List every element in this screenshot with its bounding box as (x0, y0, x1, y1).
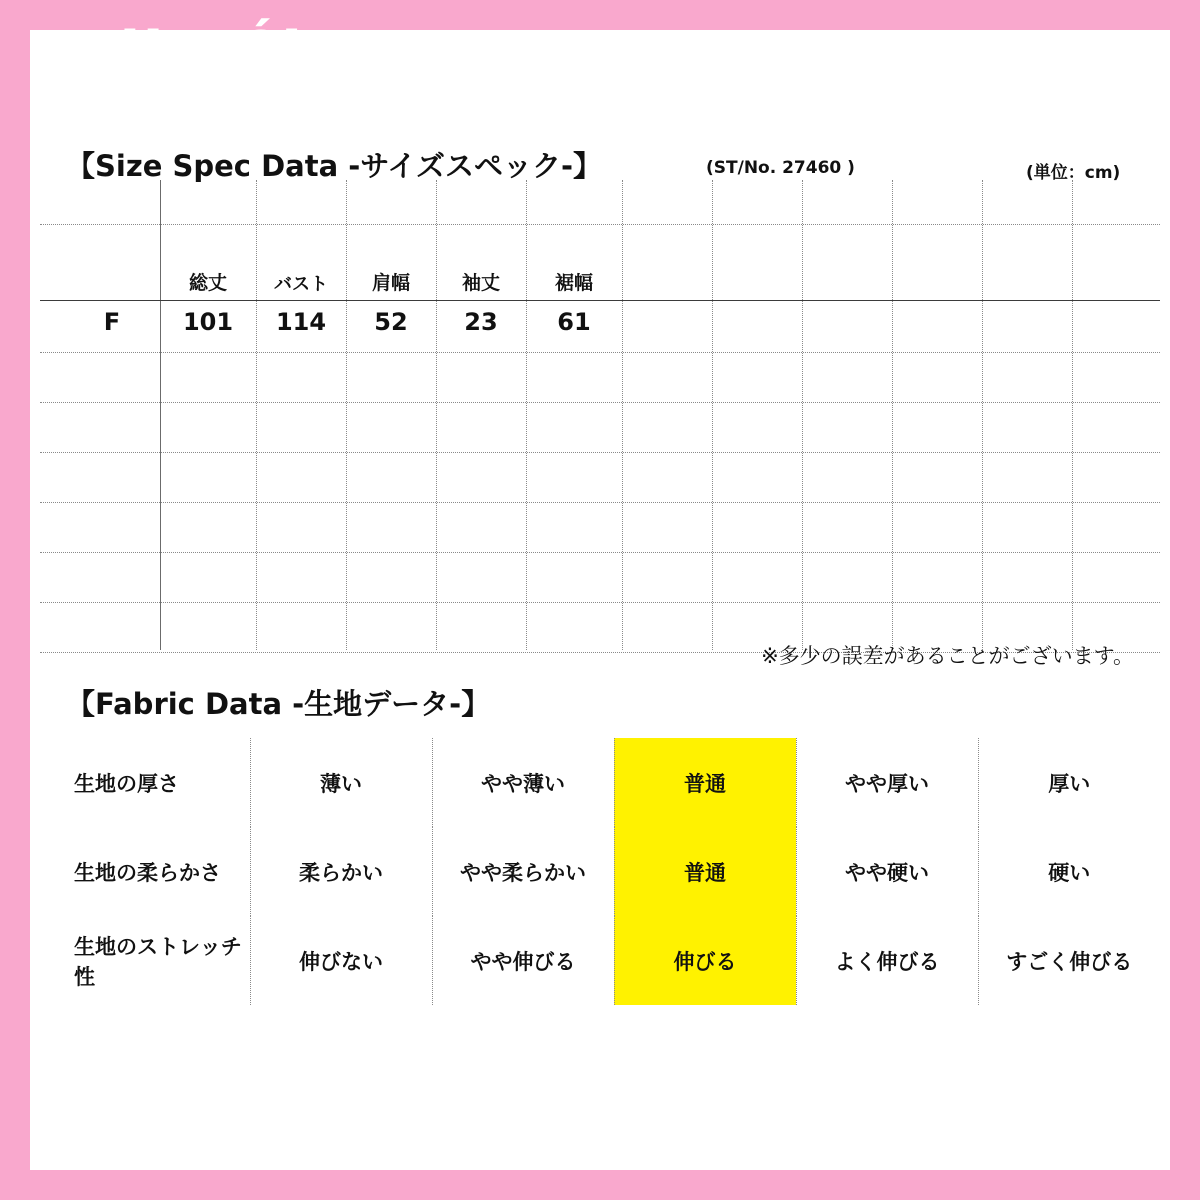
table-row (40, 827, 1160, 916)
unit-label: (単位：cm) (1026, 163, 1121, 183)
fabric-option[interactable]: 柔らかい (250, 827, 432, 916)
spec-value: 23 (464, 308, 498, 336)
spec-value: 101 (182, 308, 234, 336)
fabric-option-selected[interactable]: 伸びる (614, 916, 796, 1005)
spec-column-header: 総丈 (188, 272, 227, 294)
spec-value: 114 (275, 308, 327, 336)
spec-column-header: 裾幅 (554, 272, 593, 294)
fabric-option-selected[interactable]: 普通 (614, 827, 796, 916)
size-spec-grid (40, 180, 1160, 650)
fabric-data-title: 【Fabric Data -生地データ-】 (66, 687, 491, 721)
fabric-option[interactable]: 伸びない (250, 916, 432, 1005)
style-number: (ST/No. 27460 ) (706, 158, 855, 178)
brand-logo: Belle Ćie (26, 18, 349, 91)
spec-column-header: 袖丈 (461, 272, 500, 294)
fabric-option[interactable]: やや柔らかい (432, 827, 614, 916)
table-row (40, 916, 1160, 1005)
fabric-option[interactable]: 硬い (1048, 860, 1091, 885)
fabric-option[interactable]: よく伸びる (796, 916, 978, 1005)
spec-value: 61 (557, 308, 591, 336)
fabric-option[interactable]: すごく伸びる (1006, 949, 1133, 974)
fabric-option[interactable]: やや薄い (432, 738, 614, 827)
fabric-row-label: 生地の柔らかさ (40, 827, 250, 916)
fabric-data-table (40, 738, 1160, 1005)
fabric-option[interactable]: 厚い (1048, 771, 1091, 796)
spec-column-header: 肩幅 (371, 272, 410, 294)
size-spec-title: 【Size Spec Data -サイズスペック-】 (66, 149, 602, 183)
fabric-option[interactable]: 薄い (250, 738, 432, 827)
fabric-row-label: 生地のストレッチ性 (40, 916, 250, 1005)
spec-sheet-page (30, 30, 1170, 1170)
spec-column-header: バスト (274, 274, 328, 295)
tolerance-note: ※多少の誤差があることがございます。 (761, 644, 1134, 668)
fabric-option[interactable]: やや硬い (796, 827, 978, 916)
spec-size-label: F (103, 308, 121, 336)
spec-value: 52 (374, 308, 408, 336)
fabric-option[interactable]: やや伸びる (432, 916, 614, 1005)
fabric-option-selected[interactable]: 普通 (614, 738, 796, 827)
fabric-row-label: 生地の厚さ (40, 738, 250, 827)
fabric-option[interactable]: やや厚い (796, 738, 978, 827)
table-row (40, 738, 1160, 827)
